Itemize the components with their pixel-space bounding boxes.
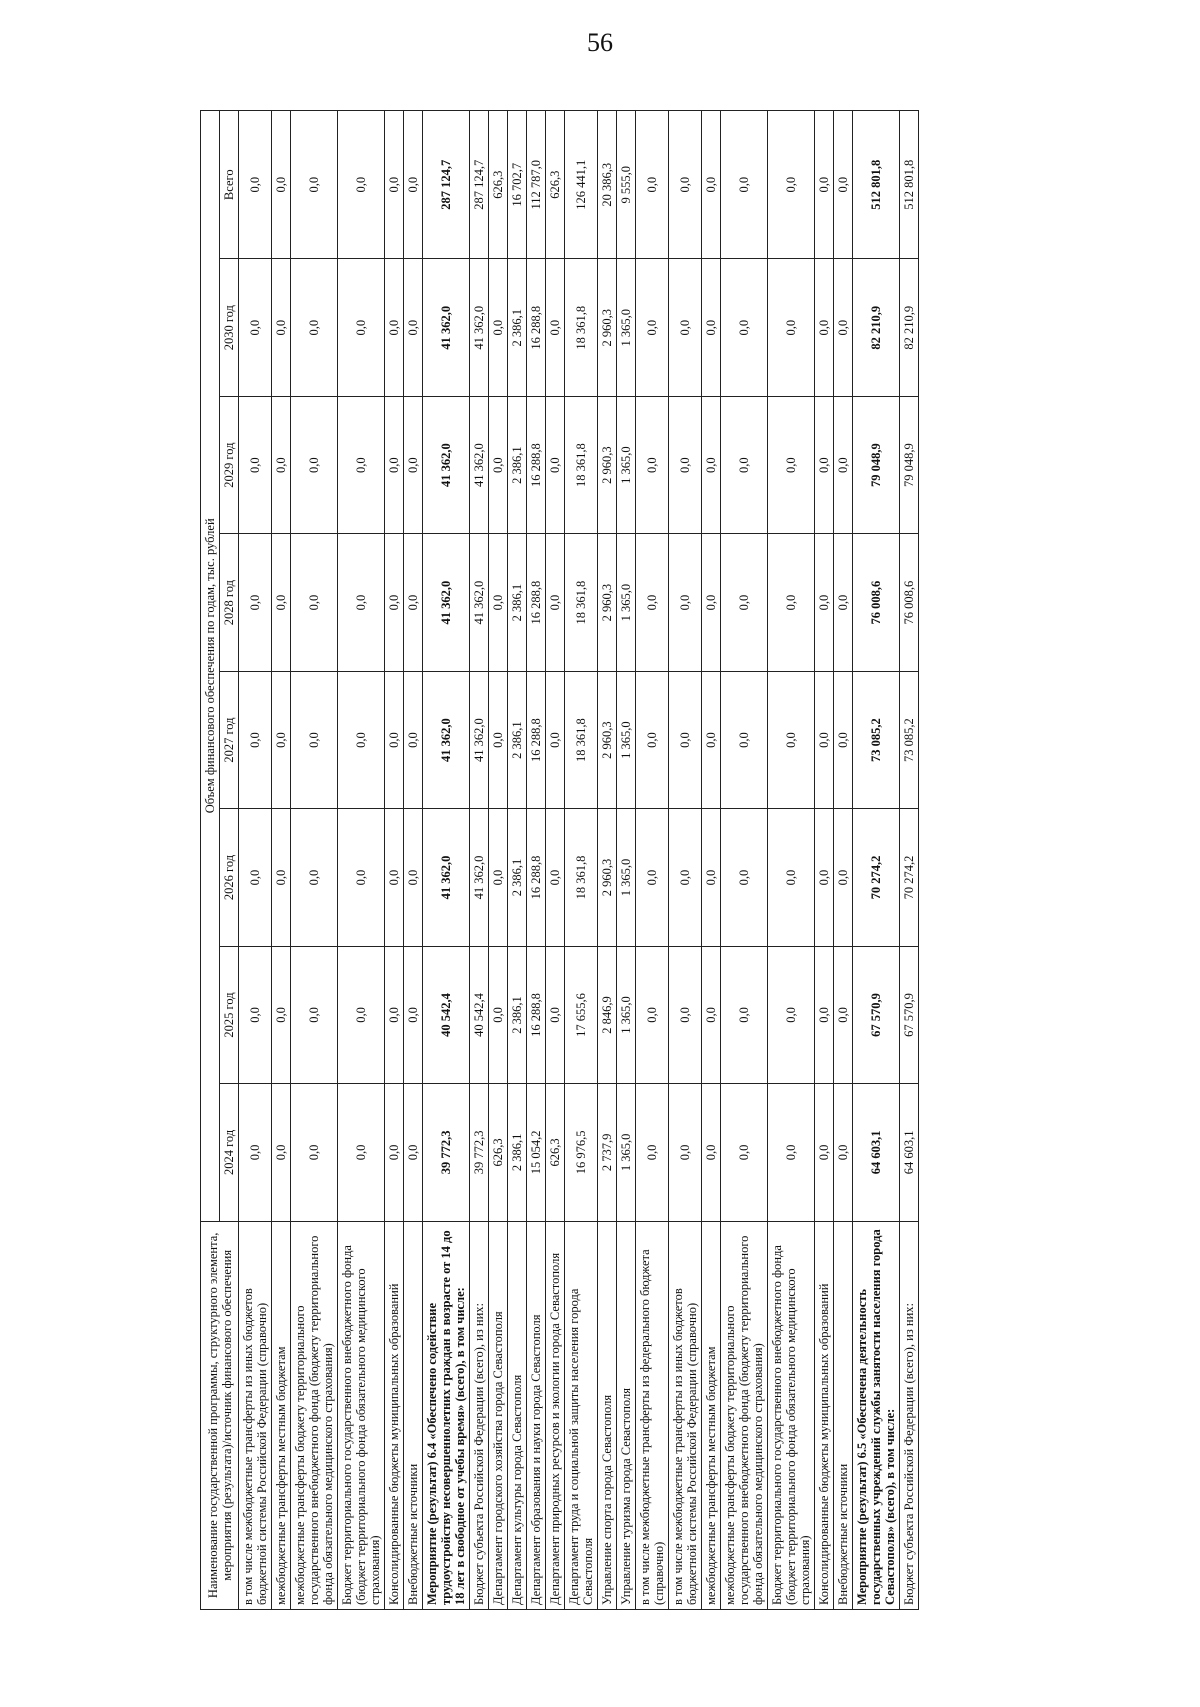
- row-value: 16 288,8: [527, 946, 546, 1083]
- row-label: в том числе межбюджетные трансферты из иных бюджетов бюджетной системы Российской Федерации (справочно): [239, 1221, 272, 1609]
- row-value: 67 570,9: [900, 946, 919, 1083]
- row-value: 0,0: [636, 1084, 669, 1221]
- row-value: 0,0: [721, 259, 768, 396]
- row-value: 0,0: [636, 946, 669, 1083]
- row-total: 0,0: [291, 111, 338, 259]
- row-label: межбюджетные трансферты местным бюджетам: [702, 1221, 721, 1609]
- row-value: 2 386,1: [508, 671, 527, 808]
- row-total: 0,0: [338, 111, 385, 259]
- row-total: 0,0: [815, 111, 834, 259]
- row-label: Мероприятие (результат) 6.5 «Обеспечена деятельность государственных учреждений службы занятости населения города Севастополя» (всего), в том числе:: [853, 1221, 900, 1609]
- row-value: 0,0: [272, 534, 291, 671]
- year-header: 2024 год: [220, 1084, 239, 1221]
- row-value: 1 365,0: [617, 534, 636, 671]
- row-value: 82 210,9: [853, 259, 900, 396]
- table-row: [272, 111, 291, 1610]
- row-value: 0,0: [489, 259, 508, 396]
- row-total: 0,0: [385, 111, 404, 259]
- row-value: 40 542,4: [470, 946, 489, 1083]
- row-label: Департамент природных ресурсов и экологии города Севастополя: [546, 1221, 565, 1609]
- table-row: [768, 111, 815, 1610]
- row-value: 76 008,6: [900, 534, 919, 671]
- row-value: 0,0: [815, 1084, 834, 1221]
- row-value: 0,0: [385, 946, 404, 1083]
- row-value: 2 846,9: [598, 946, 617, 1083]
- row-value: 0,0: [385, 534, 404, 671]
- row-value: 82 210,9: [900, 259, 919, 396]
- row-value: 70 274,2: [853, 809, 900, 946]
- table-row: [617, 111, 636, 1610]
- row-value: 0,0: [702, 946, 721, 1083]
- row-value: 0,0: [291, 1084, 338, 1221]
- row-value: 0,0: [834, 671, 853, 808]
- row-value: 18 361,8: [565, 396, 598, 533]
- row-total: 512 801,8: [853, 111, 900, 259]
- row-value: 0,0: [404, 259, 423, 396]
- row-value: 0,0: [702, 1084, 721, 1221]
- row-value: 0,0: [768, 259, 815, 396]
- row-value: 0,0: [489, 534, 508, 671]
- row-value: 2 386,1: [508, 396, 527, 533]
- row-total: 626,3: [546, 111, 565, 259]
- row-value: 16 976,5: [565, 1084, 598, 1221]
- year-header: 2028 год: [220, 534, 239, 671]
- row-label: Бюджет субъекта Российской Федерации (всего), из них:: [470, 1221, 489, 1609]
- year-header: 2025 год: [220, 946, 239, 1083]
- row-value: 41 362,0: [470, 534, 489, 671]
- row-value: 0,0: [636, 671, 669, 808]
- row-value: 73 085,2: [853, 671, 900, 808]
- row-value: 0,0: [338, 396, 385, 533]
- row-value: 2 737,9: [598, 1084, 617, 1221]
- row-value: 626,3: [489, 1084, 508, 1221]
- row-value: 2 960,3: [598, 671, 617, 808]
- row-value: 0,0: [721, 1084, 768, 1221]
- year-header: 2030 год: [220, 259, 239, 396]
- row-total: 0,0: [404, 111, 423, 259]
- row-value: 0,0: [338, 259, 385, 396]
- row-value: 18 361,8: [565, 809, 598, 946]
- row-total: 0,0: [636, 111, 669, 259]
- row-value: 0,0: [834, 259, 853, 396]
- row-value: 0,0: [239, 1084, 272, 1221]
- row-value: 0,0: [291, 671, 338, 808]
- row-value: 41 362,0: [470, 671, 489, 808]
- row-value: 16 288,8: [527, 809, 546, 946]
- table-row: [702, 111, 721, 1610]
- row-total: 16 702,7: [508, 111, 527, 259]
- table-row: [815, 111, 834, 1610]
- row-value: 0,0: [636, 259, 669, 396]
- row-value: 0,0: [239, 946, 272, 1083]
- row-label: в том числе межбюджетные трансферты из федерального бюджета (справочно): [636, 1221, 669, 1609]
- table-row: [239, 111, 272, 1610]
- row-value: 0,0: [546, 534, 565, 671]
- row-value: 0,0: [385, 1084, 404, 1221]
- row-value: 67 570,9: [853, 946, 900, 1083]
- row-value: 76 008,6: [853, 534, 900, 671]
- row-value: 0,0: [702, 671, 721, 808]
- row-value: 0,0: [489, 671, 508, 808]
- row-label: Управление туризма города Севастополя: [617, 1221, 636, 1609]
- row-value: 16 288,8: [527, 259, 546, 396]
- row-label: Бюджет субъекта Российской Федерации (всего), из них:: [900, 1221, 919, 1609]
- row-value: 0,0: [815, 259, 834, 396]
- row-value: 0,0: [815, 809, 834, 946]
- row-value: 16 288,8: [527, 396, 546, 533]
- row-value: 0,0: [636, 396, 669, 533]
- table-row: [834, 111, 853, 1610]
- row-label: Бюджет территориального государственного внебюджетного фонда (бюджет территориального фонда обязательного медицинского страхования): [338, 1221, 385, 1609]
- table-row: [385, 111, 404, 1610]
- row-value: 1 365,0: [617, 259, 636, 396]
- row-total: 0,0: [768, 111, 815, 259]
- table-row: [669, 111, 702, 1610]
- page-number: 56: [587, 28, 613, 57]
- row-value: 0,0: [768, 946, 815, 1083]
- row-value: 0,0: [669, 946, 702, 1083]
- row-value: 18 361,8: [565, 259, 598, 396]
- row-total: 20 386,3: [598, 111, 617, 259]
- row-label: Консолидированные бюджеты муниципальных образований: [815, 1221, 834, 1609]
- row-value: 2 960,3: [598, 534, 617, 671]
- row-value: 0,0: [768, 809, 815, 946]
- table-row: [565, 111, 598, 1610]
- row-total: 0,0: [669, 111, 702, 259]
- row-label: Департамент городского хозяйства города Севастополя: [489, 1221, 508, 1609]
- row-value: 0,0: [239, 809, 272, 946]
- row-value: 0,0: [702, 809, 721, 946]
- row-value: 0,0: [404, 809, 423, 946]
- row-value: 0,0: [291, 946, 338, 1083]
- row-value: 0,0: [669, 259, 702, 396]
- row-value: 0,0: [546, 259, 565, 396]
- row-value: 0,0: [669, 1084, 702, 1221]
- row-value: 41 362,0: [423, 396, 470, 533]
- row-value: 2 386,1: [508, 534, 527, 671]
- row-value: 2 386,1: [508, 1084, 527, 1221]
- row-label: межбюджетные трансферты бюджету территориального государственного внебюджетного фонда (бюджету территориального фонда обязательного медицинского страхования): [291, 1221, 338, 1609]
- row-total: 0,0: [721, 111, 768, 259]
- row-value: 1 365,0: [617, 946, 636, 1083]
- row-value: 0,0: [721, 809, 768, 946]
- row-label: межбюджетные трансферты бюджету территориального государственного внебюджетного фонда (бюджету территориального фонда обязательного медицинского страхования): [721, 1221, 768, 1609]
- table-row: [598, 111, 617, 1610]
- row-total: 0,0: [834, 111, 853, 259]
- row-value: 39 772,3: [470, 1084, 489, 1221]
- row-value: 0,0: [385, 259, 404, 396]
- row-value: 0,0: [291, 534, 338, 671]
- row-value: 41 362,0: [423, 259, 470, 396]
- table-row: [423, 111, 470, 1610]
- table-row: [527, 111, 546, 1610]
- row-value: 2 960,3: [598, 809, 617, 946]
- row-value: 1 365,0: [617, 396, 636, 533]
- table-row: [338, 111, 385, 1610]
- row-value: 0,0: [338, 1084, 385, 1221]
- header-volume: Объем финансового обеспечения по годам, тыс. рублей: [201, 111, 220, 1222]
- row-value: 0,0: [385, 396, 404, 533]
- row-value: 1 365,0: [617, 809, 636, 946]
- table-row: [721, 111, 768, 1610]
- row-label: межбюджетные трансферты местным бюджетам: [272, 1221, 291, 1609]
- row-value: 2 386,1: [508, 809, 527, 946]
- row-total: 112 787,0: [527, 111, 546, 259]
- row-value: 1 365,0: [617, 671, 636, 808]
- row-value: 0,0: [239, 396, 272, 533]
- row-label: в том числе межбюджетные трансферты из иных бюджетов бюджетной системы Российской Федерации (справочно): [669, 1221, 702, 1609]
- row-value: 0,0: [669, 396, 702, 533]
- row-value: 0,0: [291, 259, 338, 396]
- row-value: 0,0: [721, 396, 768, 533]
- row-value: 0,0: [834, 946, 853, 1083]
- row-value: 0,0: [636, 534, 669, 671]
- row-label: Управление спорта города Севастополя: [598, 1221, 617, 1609]
- row-total: 287 124,7: [423, 111, 470, 259]
- row-value: 0,0: [768, 671, 815, 808]
- row-total: 0,0: [239, 111, 272, 259]
- table-row: [853, 111, 900, 1610]
- row-label: Мероприятие (результат) 6.4 «Обеспечено содействие трудоустройству несовершеннолетних граждан в возрасте от 14 до 18 лет в свободное от учебы время» (всего), в том числе:: [423, 1221, 470, 1609]
- row-value: 0,0: [546, 809, 565, 946]
- row-value: 0,0: [338, 809, 385, 946]
- row-value: 0,0: [272, 1084, 291, 1221]
- row-value: 64 603,1: [853, 1084, 900, 1221]
- row-value: 0,0: [489, 946, 508, 1083]
- row-value: 0,0: [669, 534, 702, 671]
- row-value: 0,0: [702, 396, 721, 533]
- row-value: 0,0: [546, 946, 565, 1083]
- row-total: 626,3: [489, 111, 508, 259]
- row-value: 0,0: [815, 946, 834, 1083]
- row-value: 0,0: [404, 946, 423, 1083]
- table-row: [508, 111, 527, 1610]
- row-value: 0,0: [338, 534, 385, 671]
- row-value: 0,0: [834, 396, 853, 533]
- row-value: 0,0: [272, 259, 291, 396]
- row-value: 0,0: [834, 809, 853, 946]
- row-value: 0,0: [291, 396, 338, 533]
- row-value: 0,0: [239, 671, 272, 808]
- row-value: 16 288,8: [527, 534, 546, 671]
- row-value: 0,0: [768, 1084, 815, 1221]
- row-value: 0,0: [239, 534, 272, 671]
- row-value: 0,0: [489, 396, 508, 533]
- row-value: 626,3: [546, 1084, 565, 1221]
- row-value: 0,0: [404, 534, 423, 671]
- header-name: Наименование государственной программы, структурного элемента, мероприятия (результата)/источник финансового обеспечения: [201, 1221, 239, 1609]
- row-value: 0,0: [702, 259, 721, 396]
- row-value: 0,0: [338, 946, 385, 1083]
- row-value: 0,0: [669, 809, 702, 946]
- row-label: Консолидированные бюджеты муниципальных образований: [385, 1221, 404, 1609]
- row-value: 0,0: [721, 946, 768, 1083]
- rotated-table-frame: [200, 110, 1000, 1610]
- row-value: 41 362,0: [423, 671, 470, 808]
- row-value: 79 048,9: [900, 396, 919, 533]
- row-value: 0,0: [546, 671, 565, 808]
- row-total: 0,0: [702, 111, 721, 259]
- row-label: Департамент образования и науки города Севастополя: [527, 1221, 546, 1609]
- row-value: 0,0: [489, 809, 508, 946]
- financing-table: [200, 110, 919, 1610]
- row-label: Бюджет территориального государственного внебюджетного фонда (бюджет территориального фонда обязательного медицинского страхования): [768, 1221, 815, 1609]
- row-value: 40 542,4: [423, 946, 470, 1083]
- row-value: 0,0: [338, 671, 385, 808]
- row-value: 73 085,2: [900, 671, 919, 808]
- row-value: 0,0: [272, 809, 291, 946]
- row-value: 0,0: [636, 809, 669, 946]
- row-value: 0,0: [669, 671, 702, 808]
- row-value: 0,0: [768, 534, 815, 671]
- row-value: 0,0: [815, 671, 834, 808]
- table-row: [404, 111, 423, 1610]
- row-value: 64 603,1: [900, 1084, 919, 1221]
- row-total: 287 124,7: [470, 111, 489, 259]
- row-value: 1 365,0: [617, 1084, 636, 1221]
- row-value: 18 361,8: [565, 671, 598, 808]
- row-value: 2 386,1: [508, 946, 527, 1083]
- year-header: 2027 год: [220, 671, 239, 808]
- row-total: 512 801,8: [900, 111, 919, 259]
- table-row: [470, 111, 489, 1610]
- row-value: 2 386,1: [508, 259, 527, 396]
- table-body: [239, 111, 919, 1610]
- row-value: 0,0: [546, 396, 565, 533]
- row-value: 0,0: [834, 1084, 853, 1221]
- row-value: 2 960,3: [598, 396, 617, 533]
- table-row: [636, 111, 669, 1610]
- row-total: 126 441,1: [565, 111, 598, 259]
- row-value: 0,0: [702, 534, 721, 671]
- row-value: 41 362,0: [423, 809, 470, 946]
- row-value: 0,0: [385, 809, 404, 946]
- row-value: 0,0: [272, 946, 291, 1083]
- row-value: 17 655,6: [565, 946, 598, 1083]
- table-row: [489, 111, 508, 1610]
- table-row: [291, 111, 338, 1610]
- row-value: 41 362,0: [470, 259, 489, 396]
- row-value: 2 960,3: [598, 259, 617, 396]
- row-value: 39 772,3: [423, 1084, 470, 1221]
- row-value: 0,0: [404, 396, 423, 533]
- row-label: Внебюджетные источники: [404, 1221, 423, 1609]
- row-value: 0,0: [404, 671, 423, 808]
- row-value: 15 054,2: [527, 1084, 546, 1221]
- row-value: 16 288,8: [527, 671, 546, 808]
- total-header: Всего: [220, 111, 239, 259]
- row-value: 0,0: [815, 396, 834, 533]
- row-value: 70 274,2: [900, 809, 919, 946]
- row-value: 0,0: [239, 259, 272, 396]
- row-value: 0,0: [721, 534, 768, 671]
- row-label: Департамент культуры города Севастополя: [508, 1221, 527, 1609]
- row-value: 0,0: [834, 534, 853, 671]
- row-value: 0,0: [291, 809, 338, 946]
- rotated-table-container: [200, 110, 1000, 1610]
- row-label: Внебюджетные источники: [834, 1221, 853, 1609]
- row-total: 0,0: [272, 111, 291, 259]
- row-value: 41 362,0: [423, 534, 470, 671]
- row-value: 0,0: [272, 671, 291, 808]
- row-value: 18 361,8: [565, 534, 598, 671]
- year-header: 2026 год: [220, 809, 239, 946]
- row-value: 0,0: [721, 671, 768, 808]
- table-row: [546, 111, 565, 1610]
- table-row: [900, 111, 919, 1610]
- row-total: 9 555,0: [617, 111, 636, 259]
- row-value: 0,0: [272, 396, 291, 533]
- row-value: 41 362,0: [470, 809, 489, 946]
- row-value: 79 048,9: [853, 396, 900, 533]
- row-label: Департамент труда и социальной защиты населения города Севастополя: [565, 1221, 598, 1609]
- row-value: 0,0: [815, 534, 834, 671]
- year-header: 2029 год: [220, 396, 239, 533]
- row-value: 0,0: [385, 671, 404, 808]
- row-value: 0,0: [768, 396, 815, 533]
- row-value: 0,0: [404, 1084, 423, 1221]
- row-value: 41 362,0: [470, 396, 489, 533]
